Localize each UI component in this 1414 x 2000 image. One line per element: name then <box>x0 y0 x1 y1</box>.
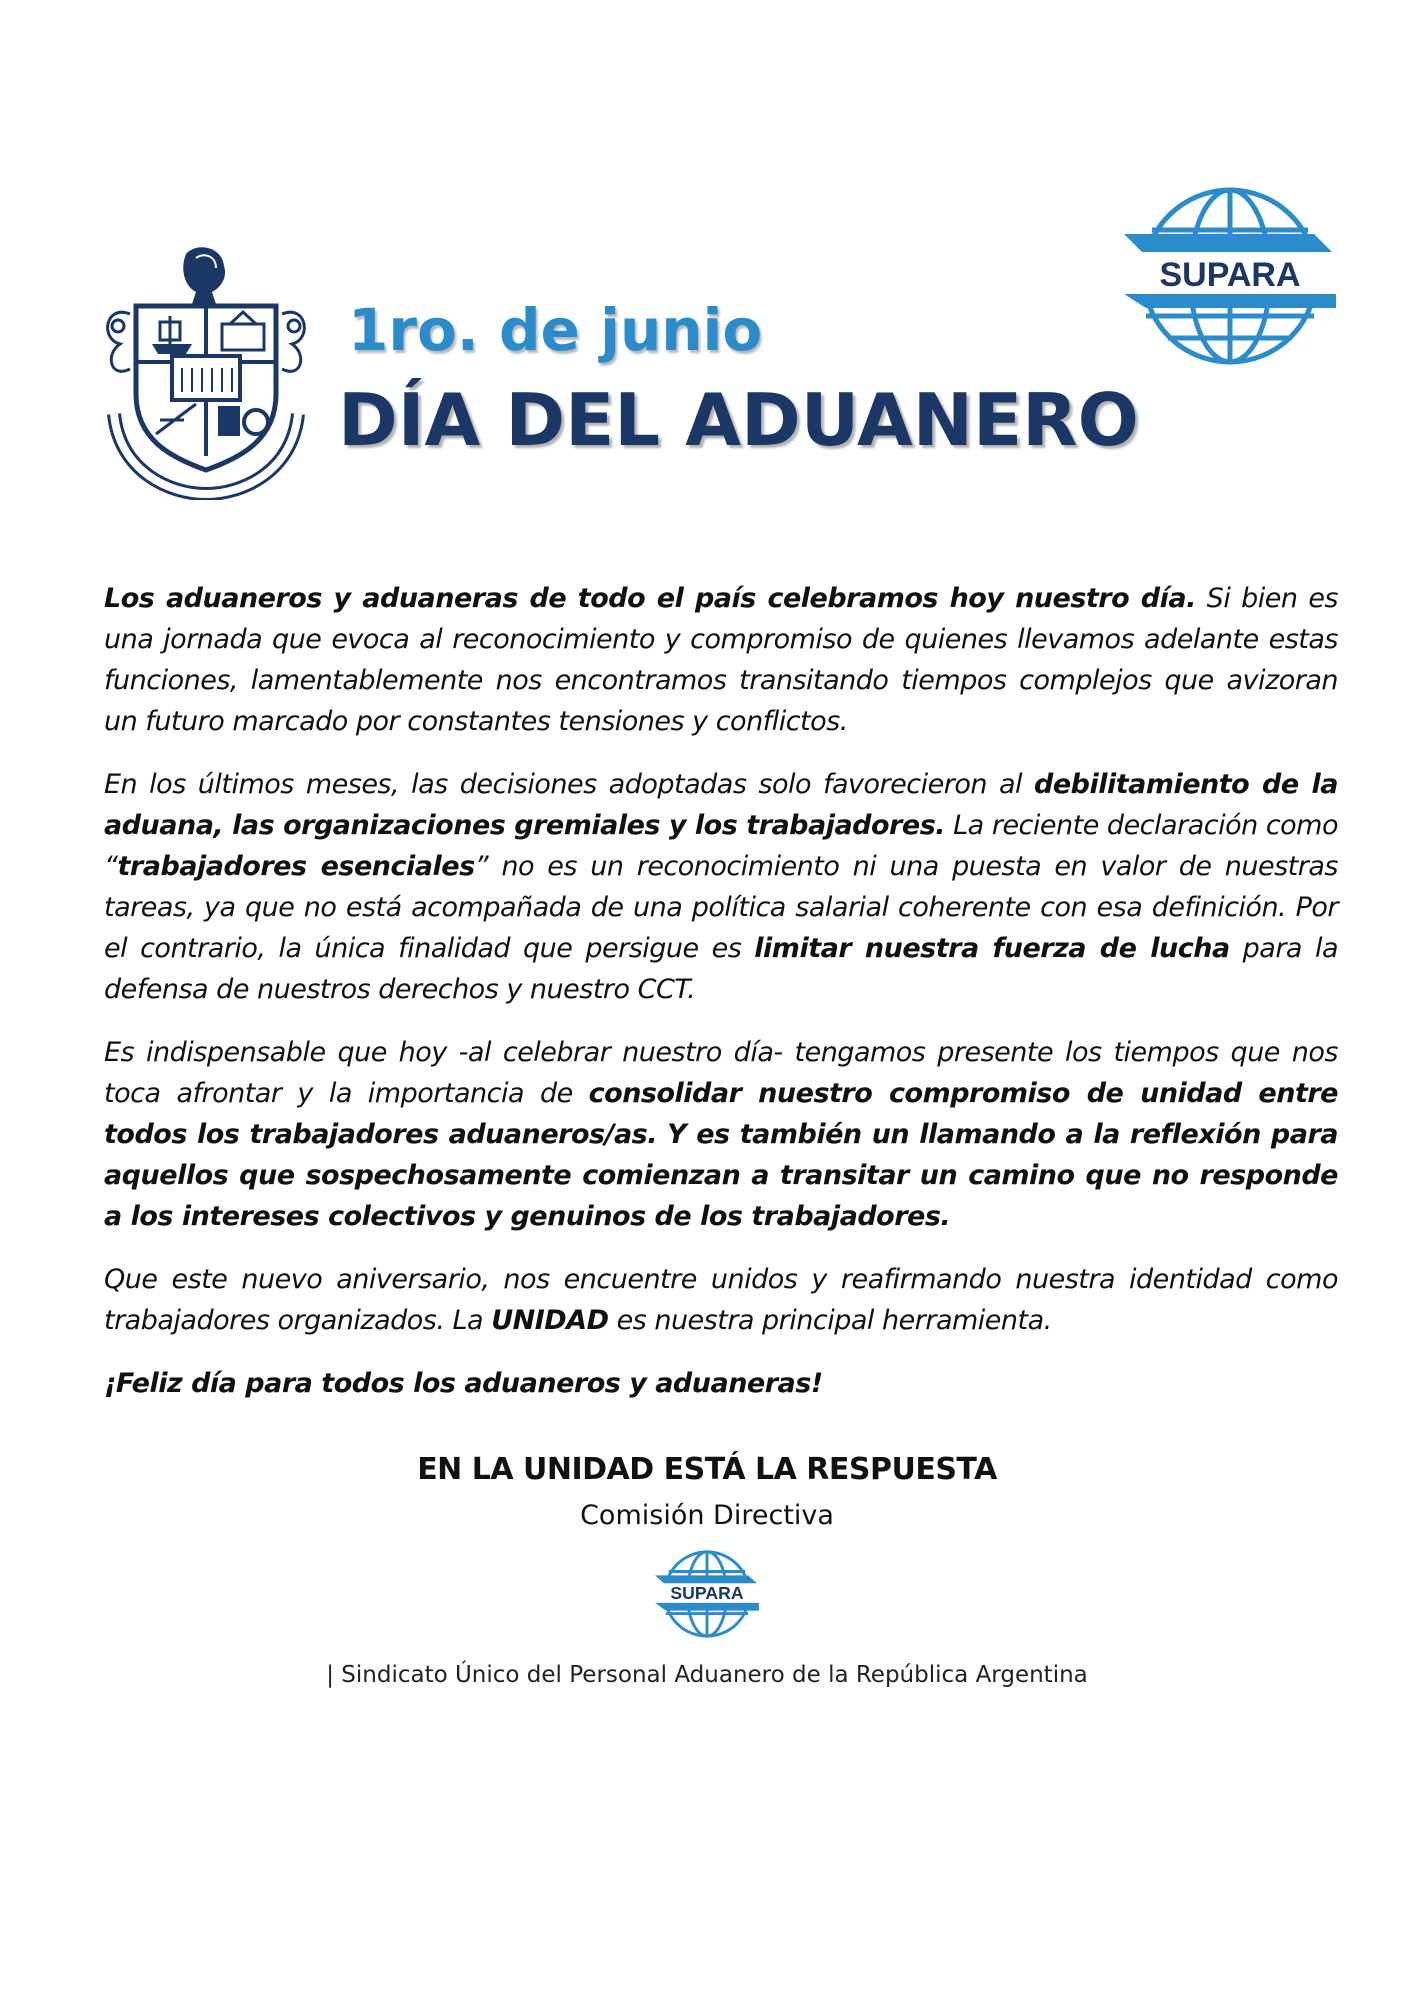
paragraph-5 <box>104 1363 1338 1404</box>
paragraph-3-text: Es indispensable que hoy -al celebrar nuestro día- tengamos presente los tiempos que nos toca afrontar y la importancia de <box>104 1037 1338 1109</box>
supara-logo-small-text: SUPARA <box>670 1582 744 1603</box>
paragraph-2-bold-b: trabajadores esenciales <box>117 851 475 882</box>
page-title: DÍA DEL ADUANERO <box>338 378 1139 462</box>
paragraph-2-text-b: La reciente declaración como “ <box>104 810 1338 882</box>
letter-body <box>104 578 1338 1426</box>
paragraph-2-text-a: En los últimos meses, las decisiones adoptadas solo favorecieron al <box>104 769 1034 800</box>
paragraph-3 <box>104 1032 1338 1237</box>
supara-logo-text: SUPARA <box>1159 256 1301 294</box>
signature: Comisión Directiva <box>580 1500 834 1531</box>
footer-org-name: | Sindicato Único del Personal Aduanero de la República Argentina <box>326 1662 1088 1688</box>
paragraph-2-text-c: ” no es un reconocimiento ni una puesta en valor de nuestras tareas, ya que no está acompañada de una política salarial coherente con esa definición. Por el contrario, la única finalidad que persigue es <box>104 851 1338 964</box>
paragraph-4-text-a: Que este nuevo aniversario, nos encuentre unidos y reafirmando nuestra identidad como trabajadores organizados. La <box>104 1264 1338 1336</box>
paragraph-3-bold: consolidar nuestro compromiso de unidad entre todos los trabajadores aduaneros/as. Y es también un llamando a la reflexión para aquellos que sospechosamente comienzan a transitar un camino que no responde a los intereses colectivos y genuinos de los trabajadores. <box>104 1078 1338 1232</box>
supara-logo-small <box>655 1546 759 1642</box>
customs-emblem-logo <box>100 244 312 500</box>
paragraph-4-text-b: es nuestra principal herramienta. <box>608 1305 1052 1336</box>
slogan: EN LA UNIDAD ESTÁ LA RESPUESTA <box>417 1452 997 1487</box>
greeting: ¡Feliz día para todos los aduaneros y aduaneras! <box>104 1368 823 1399</box>
date-heading: 1ro. de junio <box>348 296 763 364</box>
paragraph-2-text-d: para la defensa de nuestros derechos y nuestro CCT. <box>104 933 1338 1005</box>
paragraph-1 <box>104 578 1338 742</box>
paragraph-1-text: Si bien es una jornada que evoca al reconocimiento y compromiso de quienes llevamos adelante estas funciones, lamentablemente nos encontramos transitando tiempos complejos que avizoran un futuro marcado por constantes tensiones y conflictos. <box>104 583 1338 737</box>
paragraph-1-bold: Los aduaneros y aduaneras de todo el país celebramos hoy nuestro día. <box>104 583 1196 614</box>
paragraph-4-bold: UNIDAD <box>491 1305 609 1336</box>
paragraph-2 <box>104 764 1338 1010</box>
paragraph-2-bold-a: debilitamiento de la aduana, las organizaciones gremiales y los trabajadores. <box>104 769 1338 841</box>
paragraph-4 <box>104 1259 1338 1341</box>
supara-logo <box>1124 178 1336 374</box>
paragraph-2-bold-c: limitar nuestra fuerza de lucha <box>754 933 1230 964</box>
